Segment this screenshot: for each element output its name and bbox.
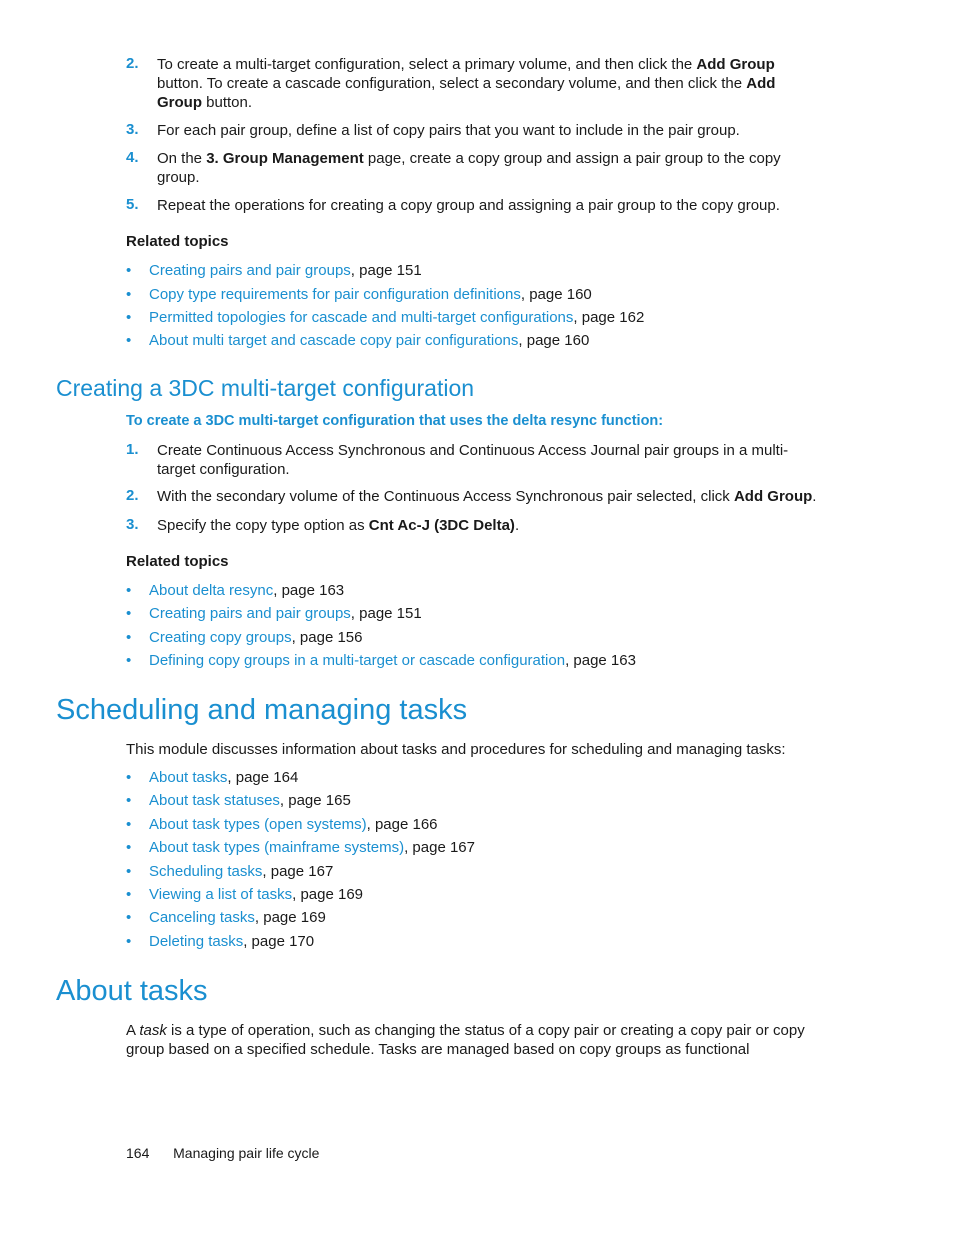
list-item: • Permitted topologies for cascade and multi-target configurations, page 162 — [126, 309, 645, 326]
list-item: • About multi target and cascade copy pair configurations, page 160 — [126, 332, 590, 349]
page-number: 164 — [126, 1145, 150, 1161]
chapter-heading: Scheduling and managing tasks — [56, 694, 468, 726]
chapter-heading: About tasks — [56, 975, 208, 1007]
list-item: • Creating pairs and pair groups, page 151 — [126, 262, 422, 279]
bullet-icon: • — [126, 652, 132, 669]
list-item: • About task types (open systems), page 166 — [126, 816, 438, 833]
bullet-icon: • — [126, 792, 132, 809]
bullet-icon: • — [126, 582, 132, 599]
topic-link[interactable]: About task statuses — [149, 792, 280, 809]
list-item: • Copy type requirements for pair configuration definitions, page 160 — [126, 286, 592, 303]
topic-link[interactable]: Scheduling tasks — [149, 863, 263, 880]
bullet-icon: • — [126, 909, 132, 926]
bullet-icon: • — [126, 816, 132, 833]
step-number: 5. — [126, 196, 139, 213]
list-item: • Viewing a list of tasks, page 169 — [126, 886, 364, 903]
section-heading: Creating a 3DC multi-target configuration — [56, 375, 475, 401]
chapter-title: Managing pair life cycle — [173, 1145, 320, 1161]
step-number: 4. — [126, 149, 139, 166]
list-item: • About delta resync, page 163 — [126, 582, 345, 599]
step-number: 3. — [126, 121, 139, 138]
step-number: 3. — [126, 516, 139, 533]
step-text: Create Continuous Access Synchronous and Continuous Access Journal pair groups in a multi-target configuration. — [157, 442, 789, 478]
intro-paragraph: This module discusses information about tasks and procedures for scheduling and managing tasks: — [126, 741, 786, 758]
list-item: • Creating copy groups, page 156 — [126, 629, 363, 646]
topic-link[interactable]: Creating pairs and pair groups — [149, 605, 351, 622]
body-paragraph: A task is a type of operation, such as changing the status of a copy pair or creating a copy pair or copy group based on a specified schedule. Tasks are managed based on copy groups as functional — [126, 1022, 805, 1058]
bullet-icon: • — [126, 769, 132, 786]
topic-link[interactable]: Defining copy groups in a multi-target or cascade configuration — [149, 652, 566, 669]
bullet-icon: • — [126, 839, 132, 856]
topic-link[interactable]: About task types (open systems) — [149, 816, 367, 833]
topic-link[interactable]: Creating copy groups — [149, 629, 292, 646]
list-item: • Scheduling tasks, page 167 — [126, 863, 334, 880]
bullet-icon: • — [126, 332, 132, 349]
bullet-icon: • — [126, 262, 132, 279]
step-text: On the 3. Group Management page, create a copy group and assign a pair group to the copy group. — [157, 150, 781, 186]
related-topics-heading: Related topics — [126, 553, 229, 570]
list-item: • About tasks, page 164 — [126, 769, 299, 786]
bullet-icon: • — [126, 629, 132, 646]
list-item: • About task statuses, page 165 — [126, 792, 351, 809]
bullet-icon: • — [126, 309, 132, 326]
topic-link[interactable]: Deleting tasks — [149, 933, 244, 950]
topic-link[interactable]: About delta resync — [149, 582, 274, 599]
step-number: 2. — [126, 55, 139, 72]
topic-link[interactable]: Creating pairs and pair groups — [149, 262, 351, 279]
step-number: 2. — [126, 487, 139, 504]
bullet-icon: • — [126, 863, 132, 880]
bullet-icon: • — [126, 605, 132, 622]
step-text: With the secondary volume of the Continuous Access Synchronous pair selected, click Add Group. — [157, 488, 817, 505]
page-footer — [126, 1145, 319, 1161]
topic-link[interactable]: About tasks — [149, 769, 228, 786]
list-item: • About task types (mainframe systems), page 167 — [126, 839, 475, 856]
topic-link[interactable]: About multi target and cascade copy pair configurations — [149, 332, 519, 349]
list-item: • Canceling tasks, page 169 — [126, 909, 326, 926]
step-text: Repeat the operations for creating a copy group and assigning a pair group to the copy group. — [157, 197, 780, 214]
bullet-icon: • — [126, 286, 132, 303]
topic-link[interactable]: About task types (mainframe systems) — [149, 839, 405, 856]
bullet-icon: • — [126, 886, 132, 903]
topic-link[interactable]: Copy type requirements for pair configuration definitions — [149, 286, 521, 303]
bullet-icon: • — [126, 933, 132, 950]
related-topics-heading: Related topics — [126, 233, 229, 250]
step-number: 1. — [126, 441, 139, 458]
step-text: To create a multi-target configuration, select a primary volume, and then click the Add Group button. To create a cascade configuration, select a secondary volume, and then click the Add Group button. — [157, 56, 776, 111]
list-item: • Creating pairs and pair groups, page 151 — [126, 605, 422, 622]
list-item: • Deleting tasks, page 170 — [126, 933, 315, 950]
procedure-title: To create a 3DC multi-target configuration that uses the delta resync function: — [126, 413, 664, 429]
topic-link[interactable]: Permitted topologies for cascade and multi-target configurations — [149, 309, 574, 326]
topic-link[interactable]: Viewing a list of tasks — [149, 886, 293, 903]
list-item: • Defining copy groups in a multi-target or cascade configuration, page 163 — [126, 652, 636, 669]
step-text: For each pair group, define a list of copy pairs that you want to include in the pair group. — [157, 122, 740, 139]
step-text: Specify the copy type option as Cnt Ac-J (3DC Delta). — [157, 517, 520, 534]
topic-link[interactable]: Canceling tasks — [149, 909, 255, 926]
